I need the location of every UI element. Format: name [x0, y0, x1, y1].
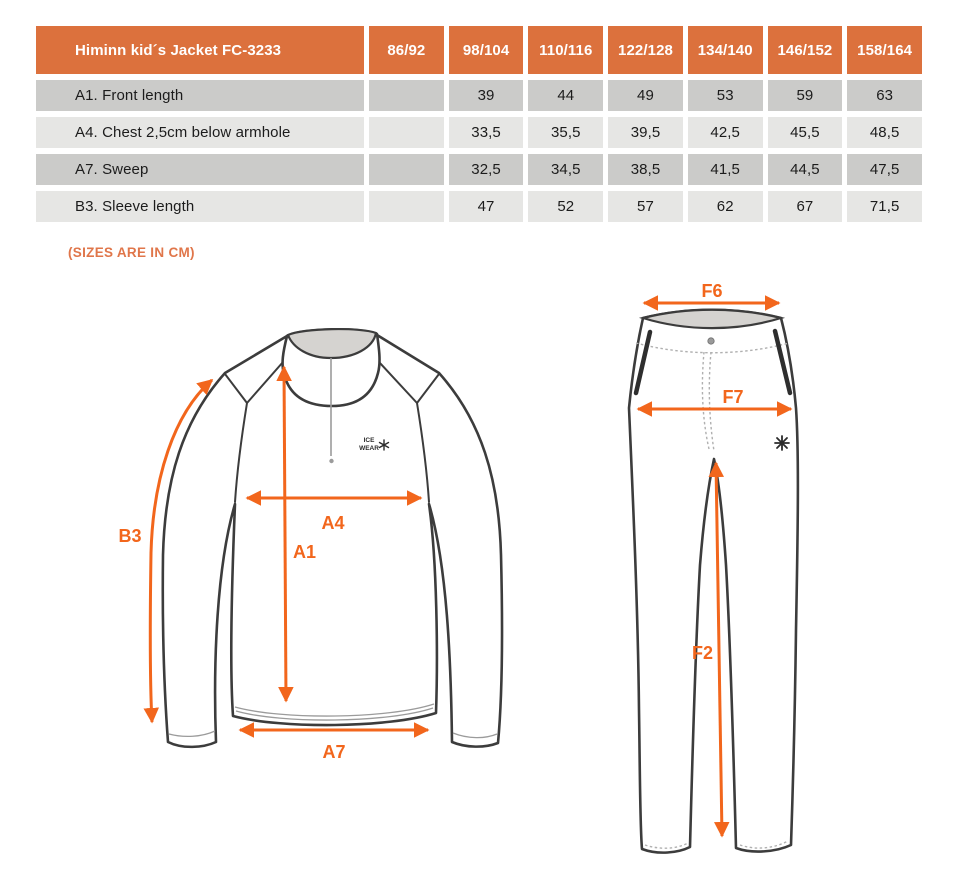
size-cell: 41,5 — [688, 154, 763, 185]
size-column-header: 158/164 — [847, 26, 922, 74]
jacket-measurement-diagram — [105, 290, 545, 770]
brand-logo-line1: ICE — [363, 437, 375, 444]
size-cell: 39 — [449, 80, 524, 111]
size-cell — [369, 154, 444, 185]
row-label: A7. Sweep — [36, 154, 364, 185]
snowflake-icon — [775, 436, 789, 450]
size-cell: 38,5 — [608, 154, 683, 185]
size-cell: 42,5 — [688, 117, 763, 148]
pants-outline — [629, 310, 798, 853]
size-column-header: 146/152 — [768, 26, 843, 74]
table-row — [36, 80, 922, 111]
table-row — [36, 154, 922, 185]
sizes-note: (SIZES ARE IN CM) — [68, 245, 195, 260]
a7-label: A7 — [322, 742, 346, 762]
table-row — [36, 117, 922, 148]
pants-measurement-diagram — [605, 280, 825, 875]
size-cell: 71,5 — [847, 191, 922, 222]
brand-logo-line2: WEAR — [359, 445, 379, 452]
size-cell: 59 — [768, 80, 843, 111]
size-cell: 53 — [688, 80, 763, 111]
size-cell: 39,5 — [608, 117, 683, 148]
size-cell: 48,5 — [847, 117, 922, 148]
size-cell: 63 — [847, 80, 922, 111]
size-cell: 44,5 — [768, 154, 843, 185]
f2-label: F2 — [691, 643, 713, 663]
b3-label: B3 — [118, 526, 142, 546]
size-cell: 35,5 — [528, 117, 603, 148]
size-cell: 52 — [528, 191, 603, 222]
size-cell: 33,5 — [449, 117, 524, 148]
row-label: A4. Chest 2,5cm below armhole — [36, 117, 364, 148]
size-cell: 34,5 — [528, 154, 603, 185]
size-cell: 45,5 — [768, 117, 843, 148]
size-column-header: 86/92 — [369, 26, 444, 74]
row-label: B3. Sleeve length — [36, 191, 364, 222]
size-column-header: 98/104 — [449, 26, 524, 74]
size-cell: 47 — [449, 191, 524, 222]
size-cell: 32,5 — [449, 154, 524, 185]
size-column-header: 122/128 — [608, 26, 683, 74]
size-cell: 44 — [528, 80, 603, 111]
table-row — [36, 191, 922, 222]
product-title: Himinn kid´s Jacket FC-3233 — [36, 26, 364, 74]
size-cell: 62 — [688, 191, 763, 222]
size-column-header: 134/140 — [688, 26, 763, 74]
size-cell: 57 — [608, 191, 683, 222]
size-cell: 67 — [768, 191, 843, 222]
size-cell — [369, 80, 444, 111]
f6-label: F6 — [701, 281, 723, 301]
size-cell — [369, 117, 444, 148]
row-label: A1. Front length — [36, 80, 364, 111]
size-column-header: 110/116 — [528, 26, 603, 74]
a4-label: A4 — [321, 513, 345, 533]
zipper-pull — [329, 459, 333, 463]
size-cell: 49 — [608, 80, 683, 111]
size-cell: 47,5 — [847, 154, 922, 185]
size-table-header-row — [36, 26, 922, 74]
f7-label: F7 — [722, 387, 744, 407]
a1-label: A1 — [293, 542, 317, 562]
size-cell — [369, 191, 444, 222]
waist-button — [708, 338, 714, 344]
cuff-stitch — [169, 731, 497, 738]
a1-front-length-arrow — [284, 367, 286, 701]
size-table — [36, 26, 922, 228]
